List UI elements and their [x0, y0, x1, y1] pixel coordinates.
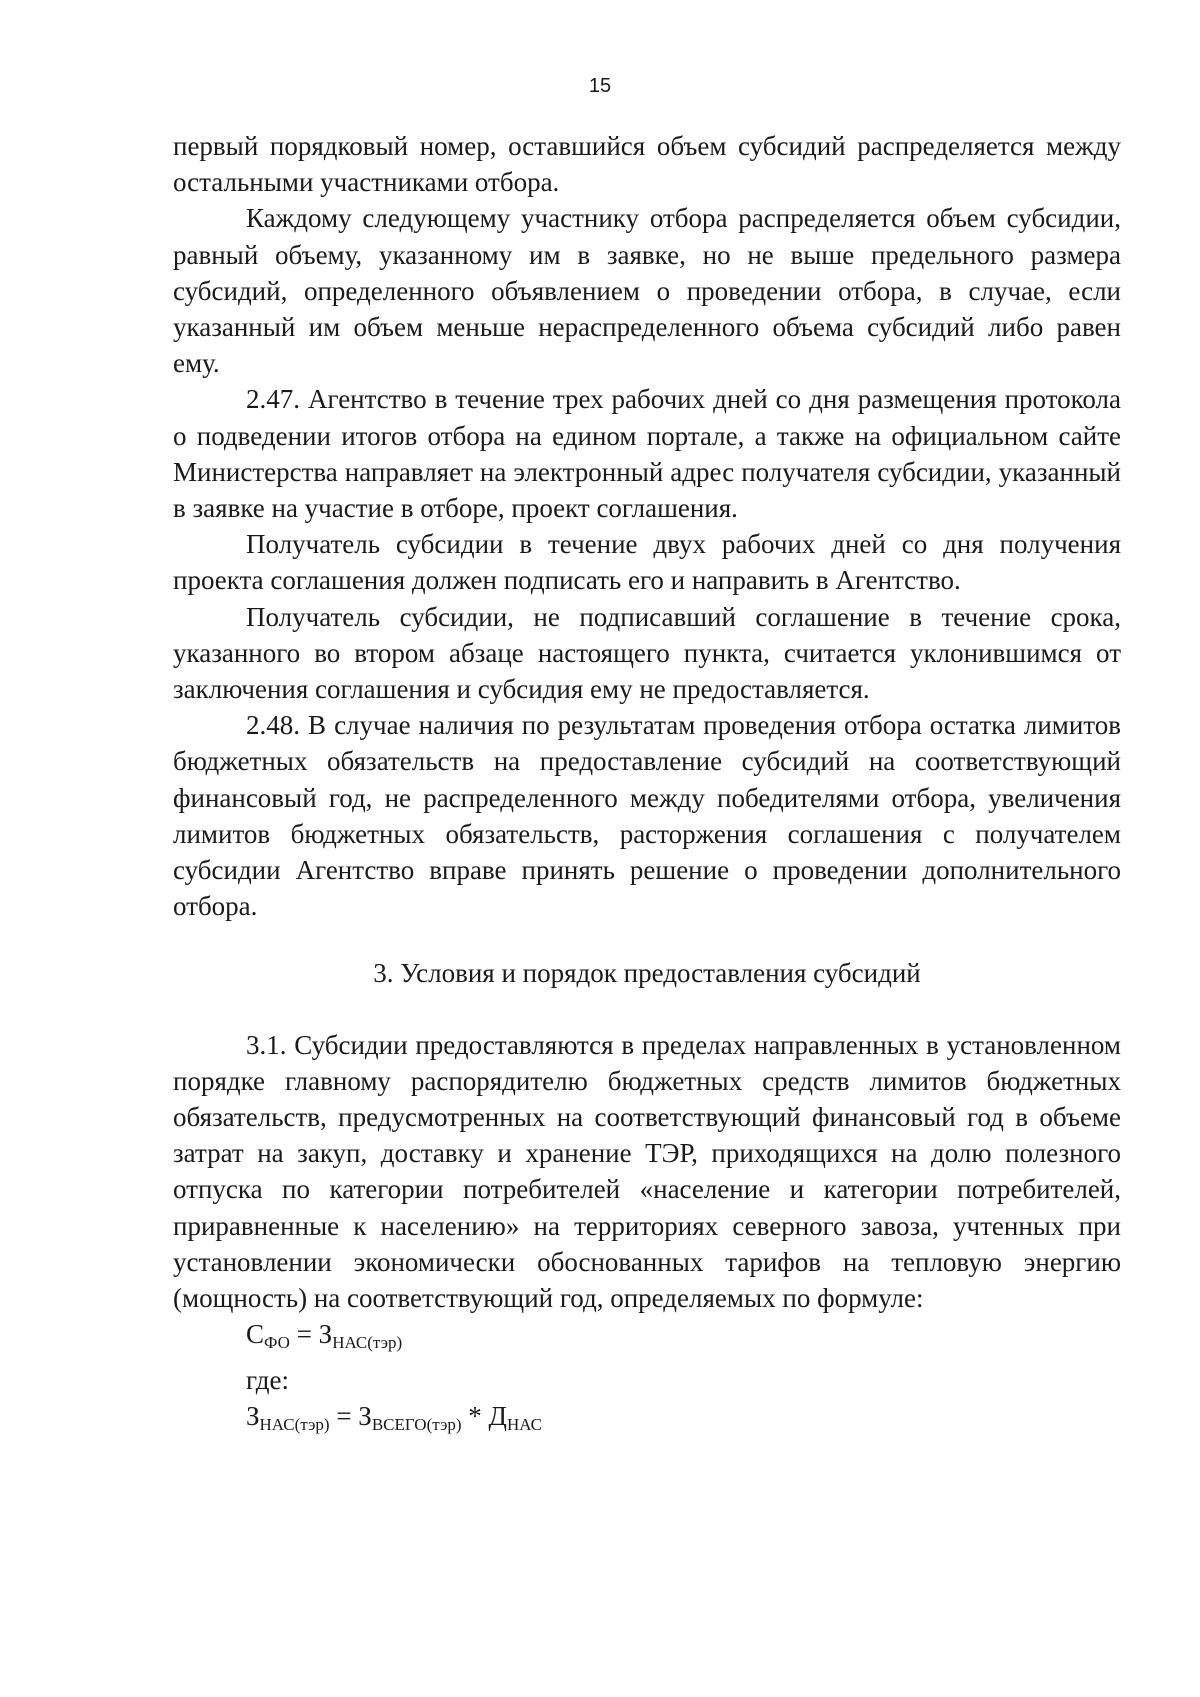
section-heading: 3. Условия и порядок предоставления субсидий [373, 958, 921, 989]
formula-symbol: З [318, 1319, 333, 1350]
document-body [173, 128, 1121, 1443]
paragraph-3-1: 3.1. Субсидии предоставляются в пределах направленных в установленном порядке главному распорядителю бюджетных средств лимитов бюджетных обязательств, предусмотренных на соответствующий финансовый год в объеме затрат на закуп, доставку и хранение ТЭР, приходящихся на долю полезного отпуска по категории потребителей «население и категории потребителей, приравненные к населению» на территориях северного завоза, учтенных при установлении экономически обоснованных тарифов на тепловую энергию (мощность) на соответствующий год, определяемых по формуле: [173, 1029, 1121, 1314]
formula-subscript: НАС(тэр) [259, 1414, 330, 1434]
paragraph-next-participant: Каждому следующему участнику отбора распределяется объем субсидии, равный объему, указанному им в заявке, но не выше предельного размера субсидий, определенного объявлением о проведении отбора, в случае, если указанный им объем меньше нераспределенного объема субсидий либо равен ему. [173, 203, 1121, 379]
formula-equals: = [289, 1319, 319, 1350]
page-number: 15 [588, 75, 612, 97]
paragraph-2-48: 2.48. В случае наличия по результатам проведения отбора остатка лимитов бюджетных обязательств на предоставление субсидий на соответствующий финансовый год, не распределенного между победителями отбора, увеличения лимитов бюджетных обязательств, расторжения соглашения с получателем субсидии Агентство вправе принять решение о проведении дополнительного отбора. [173, 710, 1121, 922]
paragraph-2-47: 2.47. Агентство в течение трех рабочих дней со дня размещения протокола о подведении итогов отбора на едином портале, а также на официальном сайте Министерства направляет на электронный адрес получателя субсидии, указанный в заявке на участие в отборе, проект соглашения. [173, 384, 1121, 524]
formula-subscript: ФО [264, 1333, 290, 1353]
formula-where-label: где: [246, 1364, 289, 1395]
paragraph-recipient-signing: Получатель субсидии в течение двух рабочих дней со дня получения проекта соглашения должен подписать его и направить в Агентство. [173, 529, 1121, 596]
formula-znas [173, 1398, 1121, 1443]
paragraph-recipient-evasion: Получатель субсидии, не подписавший соглашение в течение срока, указанного во втором абзаце настоящего пункта, считается уклонившимся от заключения соглашения и субсидия ему не предоставляется. [173, 601, 1121, 705]
formula-operator: * [461, 1400, 489, 1431]
formula-subscript: НАС(тэр) [332, 1333, 403, 1353]
formula-subscript: НАС [506, 1414, 543, 1434]
formula-subscript: ВСЕГО(тэр) [371, 1414, 462, 1434]
formula-symbol: З [358, 1400, 372, 1431]
formula-symbol: Д [488, 1400, 507, 1431]
formula-symbol: З [246, 1400, 260, 1431]
formula-sfo [173, 1316, 1121, 1361]
formula-equals: = [329, 1400, 359, 1431]
paragraph-continuation: первый порядковый номер, оставшийся объем субсидий распределяется между остальными участниками отбора. [173, 131, 1121, 198]
formula-symbol: С [246, 1319, 265, 1350]
